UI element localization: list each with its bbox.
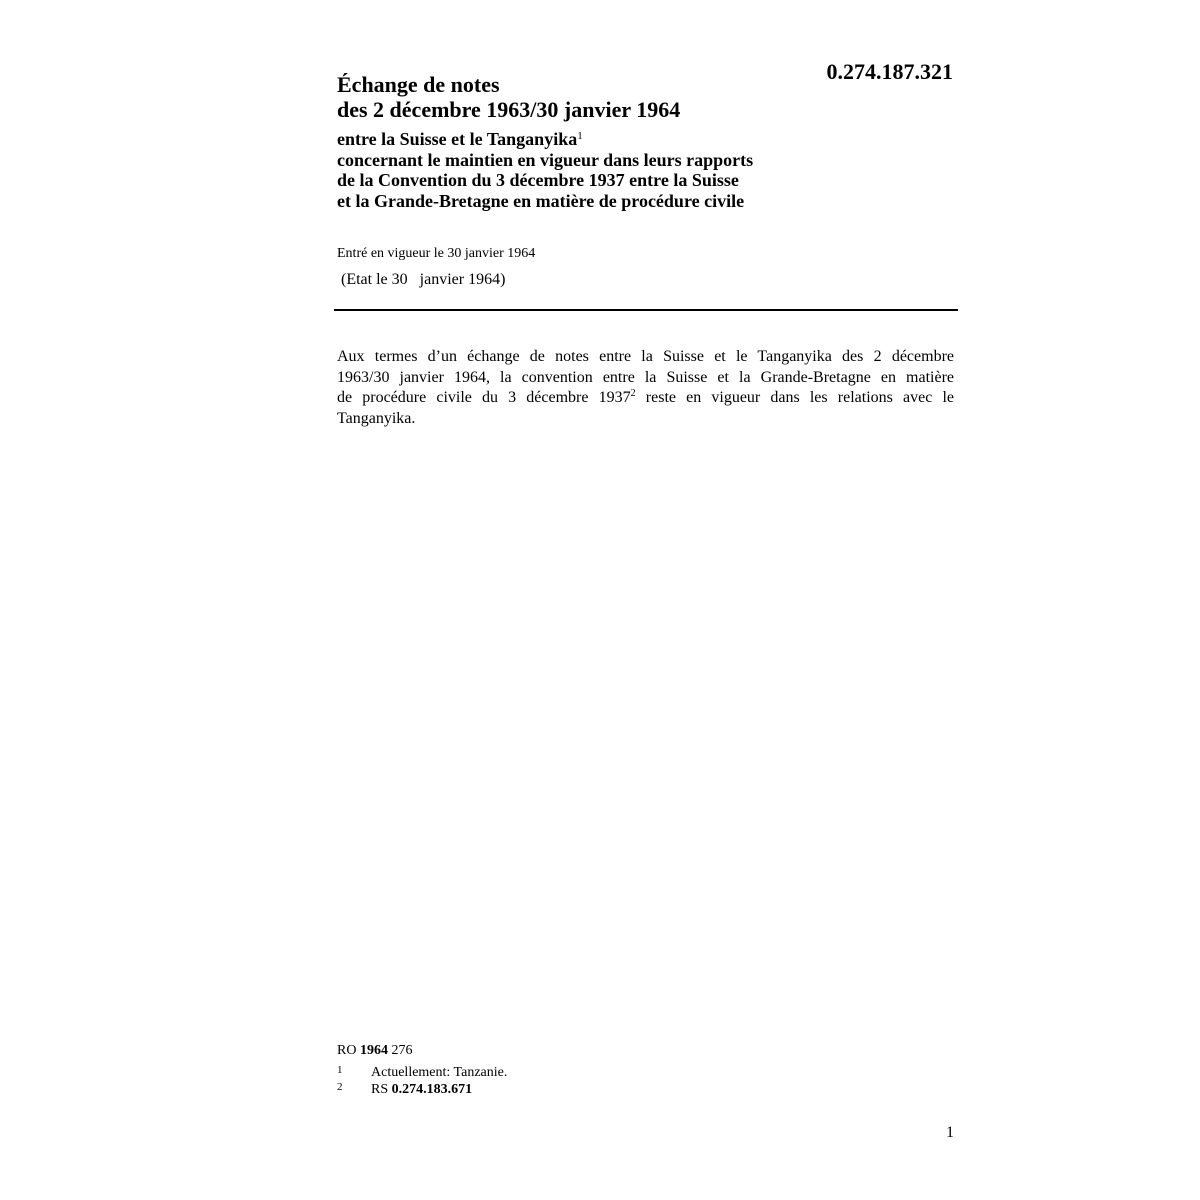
body-line-3 bbox=[337, 388, 954, 409]
footnote-2-prefix: RS bbox=[371, 1082, 392, 1097]
footnote-1-text: Actuellement: Tanzanie. bbox=[371, 1065, 508, 1080]
body-paragraph bbox=[337, 347, 954, 429]
ro-year: 1964 bbox=[359, 1043, 388, 1058]
ro-page: 276 bbox=[387, 1043, 413, 1058]
status-date: (Etat le 30 janvier 1964) bbox=[341, 271, 506, 288]
subtitle-line-1-text: entre la Suisse et le Tanganyika bbox=[337, 129, 578, 149]
footnote-ref-1[interactable]: 1 bbox=[577, 130, 583, 142]
footnote-2-ref[interactable]: 0.274.183.671 bbox=[391, 1082, 473, 1097]
ro-prefix: RO bbox=[337, 1043, 360, 1058]
body-line-4: Tanganyika. bbox=[337, 409, 416, 427]
title-line-2: des 2 décembre 1963/30 janvier 1964 bbox=[337, 97, 681, 122]
title-line-1: Échange de notes bbox=[337, 72, 500, 97]
ro-reference bbox=[337, 1042, 412, 1060]
subtitle-line-3: de la Convention du 3 décembre 1937 entre la Suisse bbox=[337, 170, 739, 190]
body-line-3-start: de procédure civile du 3 décembre 1937 bbox=[337, 389, 631, 406]
body-line-3-end: reste en vigueur dans les relations avec le bbox=[635, 389, 955, 406]
subtitle-line-4: et la Grande-Bretagne en matière de procédure civile bbox=[337, 190, 745, 211]
sr-number: 0.274.187.321 bbox=[826, 59, 953, 84]
footnote-2 bbox=[337, 1079, 472, 1098]
page-number: 1 bbox=[946, 1124, 954, 1141]
body-line-2: 1963/30 janvier 1964, la convention entre la Suisse et la Grande-Bretagne en matière bbox=[337, 368, 954, 386]
entry-into-force: Entré en vigueur le 30 janvier 1964 bbox=[337, 246, 536, 261]
footnote-1-number: 1 bbox=[337, 1064, 343, 1076]
document-subtitle bbox=[337, 129, 857, 211]
subtitle-line-2: concernant le maintien en vigueur dans leurs rapports bbox=[337, 149, 754, 170]
document-title bbox=[337, 72, 807, 122]
subtitle-line-1 bbox=[337, 129, 857, 150]
footnote-2-number: 2 bbox=[337, 1081, 343, 1093]
footnote-ref-2[interactable]: 2 bbox=[630, 388, 636, 399]
horizontal-rule bbox=[334, 309, 958, 311]
body-line-1: Aux termes d’un échange de notes entre la Suisse et le Tanganyika des 2 décembre bbox=[337, 348, 954, 365]
